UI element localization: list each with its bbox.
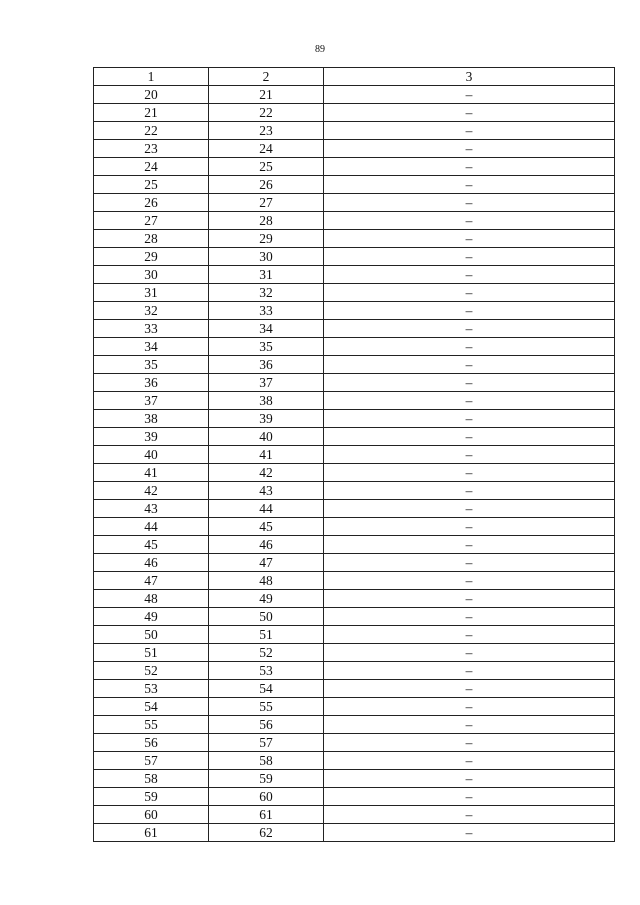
table-cell-col2: 61 bbox=[209, 806, 324, 824]
table-cell-col2: 41 bbox=[209, 446, 324, 464]
table-cell-col2: 57 bbox=[209, 734, 324, 752]
table-cell-col1: 48 bbox=[94, 590, 209, 608]
table-cell-col1: 24 bbox=[94, 158, 209, 176]
table-cell-col2: 55 bbox=[209, 698, 324, 716]
table-row bbox=[94, 122, 615, 140]
table-row bbox=[94, 464, 615, 482]
table-cell-col3: – bbox=[324, 140, 615, 158]
table-cell-col2: 48 bbox=[209, 572, 324, 590]
table-cell-col1: 31 bbox=[94, 284, 209, 302]
table-cell-col1: 34 bbox=[94, 338, 209, 356]
table-cell-col3: – bbox=[324, 482, 615, 500]
table-cell-col3: – bbox=[324, 122, 615, 140]
table-cell-col2: 43 bbox=[209, 482, 324, 500]
page-number: 89 bbox=[315, 44, 325, 55]
table-cell-col3: – bbox=[324, 626, 615, 644]
table-cell-col1: 23 bbox=[94, 140, 209, 158]
table-row bbox=[94, 230, 615, 248]
table-cell-col1: 29 bbox=[94, 248, 209, 266]
table-cell-col3: – bbox=[324, 284, 615, 302]
table-cell-col2: 39 bbox=[209, 410, 324, 428]
table-row bbox=[94, 734, 615, 752]
table-cell-col3: – bbox=[324, 752, 615, 770]
table-cell-col1: 50 bbox=[94, 626, 209, 644]
table-row bbox=[94, 320, 615, 338]
table-cell-col2: 37 bbox=[209, 374, 324, 392]
table-cell-col3: – bbox=[324, 86, 615, 104]
table-cell-col1: 45 bbox=[94, 536, 209, 554]
table-cell-col3: – bbox=[324, 662, 615, 680]
table-row bbox=[94, 572, 615, 590]
table-cell-col1: 47 bbox=[94, 572, 209, 590]
table-cell-col1: 22 bbox=[94, 122, 209, 140]
table-row bbox=[94, 482, 615, 500]
table-row bbox=[94, 806, 615, 824]
table-cell-col1: 33 bbox=[94, 320, 209, 338]
table-cell-col2: 52 bbox=[209, 644, 324, 662]
table-cell-col1: 25 bbox=[94, 176, 209, 194]
table-row bbox=[94, 518, 615, 536]
table-row bbox=[94, 716, 615, 734]
table-cell-col2: 51 bbox=[209, 626, 324, 644]
table-row bbox=[94, 302, 615, 320]
table-cell-col2: 58 bbox=[209, 752, 324, 770]
table-row bbox=[94, 158, 615, 176]
table-cell-col1: 36 bbox=[94, 374, 209, 392]
table-cell-col3: – bbox=[324, 734, 615, 752]
table-cell-col3: – bbox=[324, 212, 615, 230]
table-row bbox=[94, 194, 615, 212]
table-cell-col3: – bbox=[324, 338, 615, 356]
table-row bbox=[94, 626, 615, 644]
table-cell-col2: 38 bbox=[209, 392, 324, 410]
table-row bbox=[94, 212, 615, 230]
table-cell-col2: 49 bbox=[209, 590, 324, 608]
table-cell-col1: 44 bbox=[94, 518, 209, 536]
table-row bbox=[94, 824, 615, 842]
table-cell-col1: 51 bbox=[94, 644, 209, 662]
table-cell-col2: 35 bbox=[209, 338, 324, 356]
table-cell-col1: 43 bbox=[94, 500, 209, 518]
table-row bbox=[94, 680, 615, 698]
header-cell-2: 2 bbox=[209, 68, 324, 86]
table-row bbox=[94, 338, 615, 356]
table-cell-col3: – bbox=[324, 608, 615, 626]
table-cell-col3: – bbox=[324, 590, 615, 608]
table-cell-col2: 32 bbox=[209, 284, 324, 302]
table-cell-col2: 54 bbox=[209, 680, 324, 698]
table-cell-col2: 62 bbox=[209, 824, 324, 842]
table-cell-col1: 35 bbox=[94, 356, 209, 374]
table-row bbox=[94, 392, 615, 410]
table-row bbox=[94, 266, 615, 284]
table-cell-col1: 60 bbox=[94, 806, 209, 824]
table-row bbox=[94, 536, 615, 554]
table-cell-col1: 37 bbox=[94, 392, 209, 410]
table-cell-col1: 46 bbox=[94, 554, 209, 572]
table-row bbox=[94, 176, 615, 194]
table-cell-col3: – bbox=[324, 302, 615, 320]
table-cell-col3: – bbox=[324, 806, 615, 824]
table-cell-col2: 21 bbox=[209, 86, 324, 104]
table-cell-col1: 59 bbox=[94, 788, 209, 806]
table-cell-col3: – bbox=[324, 428, 615, 446]
table-cell-col3: – bbox=[324, 230, 615, 248]
table-cell-col1: 20 bbox=[94, 86, 209, 104]
table-cell-col1: 30 bbox=[94, 266, 209, 284]
table-cell-col3: – bbox=[324, 824, 615, 842]
table-cell-col3: – bbox=[324, 572, 615, 590]
table-cell-col2: 26 bbox=[209, 176, 324, 194]
table-cell-col3: – bbox=[324, 158, 615, 176]
table-cell-col2: 60 bbox=[209, 788, 324, 806]
table-cell-col1: 41 bbox=[94, 464, 209, 482]
table-cell-col2: 47 bbox=[209, 554, 324, 572]
table-cell-col3: – bbox=[324, 356, 615, 374]
table-cell-col3: – bbox=[324, 716, 615, 734]
table-cell-col2: 27 bbox=[209, 194, 324, 212]
table-header-row bbox=[94, 68, 615, 86]
table-row bbox=[94, 428, 615, 446]
table-cell-col2: 45 bbox=[209, 518, 324, 536]
table-row bbox=[94, 500, 615, 518]
table-row bbox=[94, 590, 615, 608]
table-row bbox=[94, 788, 615, 806]
table-row bbox=[94, 140, 615, 158]
table-row bbox=[94, 356, 615, 374]
table-cell-col3: – bbox=[324, 680, 615, 698]
table-cell-col1: 53 bbox=[94, 680, 209, 698]
table-cell-col1: 55 bbox=[94, 716, 209, 734]
data-table bbox=[93, 67, 615, 842]
table-cell-col3: – bbox=[324, 644, 615, 662]
table-cell-col2: 28 bbox=[209, 212, 324, 230]
table-cell-col1: 38 bbox=[94, 410, 209, 428]
table-cell-col1: 52 bbox=[94, 662, 209, 680]
table-body bbox=[94, 68, 615, 842]
table-cell-col3: – bbox=[324, 320, 615, 338]
table-cell-col2: 44 bbox=[209, 500, 324, 518]
table-cell-col2: 22 bbox=[209, 104, 324, 122]
table-cell-col2: 33 bbox=[209, 302, 324, 320]
table-cell-col3: – bbox=[324, 464, 615, 482]
table-cell-col1: 21 bbox=[94, 104, 209, 122]
header-cell-1: 1 bbox=[94, 68, 209, 86]
table-cell-col2: 59 bbox=[209, 770, 324, 788]
table-row bbox=[94, 698, 615, 716]
table-cell-col2: 24 bbox=[209, 140, 324, 158]
table-cell-col2: 36 bbox=[209, 356, 324, 374]
table-cell-col1: 39 bbox=[94, 428, 209, 446]
table-cell-col3: – bbox=[324, 698, 615, 716]
table-cell-col2: 25 bbox=[209, 158, 324, 176]
table-cell-col3: – bbox=[324, 446, 615, 464]
table-row bbox=[94, 410, 615, 428]
table-row bbox=[94, 446, 615, 464]
table-cell-col2: 34 bbox=[209, 320, 324, 338]
table-cell-col1: 26 bbox=[94, 194, 209, 212]
table-cell-col2: 30 bbox=[209, 248, 324, 266]
table-cell-col2: 53 bbox=[209, 662, 324, 680]
table-cell-col1: 42 bbox=[94, 482, 209, 500]
table-cell-col3: – bbox=[324, 788, 615, 806]
header-cell-3: 3 bbox=[324, 68, 615, 86]
table-cell-col3: – bbox=[324, 500, 615, 518]
table-row bbox=[94, 248, 615, 266]
table-cell-col1: 61 bbox=[94, 824, 209, 842]
table-cell-col3: – bbox=[324, 554, 615, 572]
table-cell-col1: 49 bbox=[94, 608, 209, 626]
table-cell-col3: – bbox=[324, 518, 615, 536]
table-cell-col3: – bbox=[324, 392, 615, 410]
table-row bbox=[94, 752, 615, 770]
table-cell-col3: – bbox=[324, 770, 615, 788]
table-cell-col2: 31 bbox=[209, 266, 324, 284]
table-cell-col2: 56 bbox=[209, 716, 324, 734]
table-cell-col1: 40 bbox=[94, 446, 209, 464]
table-cell-col1: 56 bbox=[94, 734, 209, 752]
table-row bbox=[94, 644, 615, 662]
table-row bbox=[94, 770, 615, 788]
table-cell-col1: 58 bbox=[94, 770, 209, 788]
table-cell-col3: – bbox=[324, 194, 615, 212]
table-row bbox=[94, 662, 615, 680]
table-cell-col1: 57 bbox=[94, 752, 209, 770]
table-cell-col1: 32 bbox=[94, 302, 209, 320]
table-cell-col1: 54 bbox=[94, 698, 209, 716]
table-cell-col3: – bbox=[324, 266, 615, 284]
table-cell-col2: 50 bbox=[209, 608, 324, 626]
table-cell-col2: 23 bbox=[209, 122, 324, 140]
table-cell-col3: – bbox=[324, 104, 615, 122]
table-cell-col1: 28 bbox=[94, 230, 209, 248]
table-cell-col3: – bbox=[324, 410, 615, 428]
table-row bbox=[94, 104, 615, 122]
table-row bbox=[94, 284, 615, 302]
table-cell-col3: – bbox=[324, 536, 615, 554]
table-row bbox=[94, 554, 615, 572]
table-cell-col2: 29 bbox=[209, 230, 324, 248]
table-cell-col3: – bbox=[324, 176, 615, 194]
table-row bbox=[94, 608, 615, 626]
table-cell-col3: – bbox=[324, 374, 615, 392]
table-row bbox=[94, 86, 615, 104]
table-cell-col2: 46 bbox=[209, 536, 324, 554]
table-cell-col3: – bbox=[324, 248, 615, 266]
table-row bbox=[94, 374, 615, 392]
table-cell-col1: 27 bbox=[94, 212, 209, 230]
table-cell-col2: 42 bbox=[209, 464, 324, 482]
table-cell-col2: 40 bbox=[209, 428, 324, 446]
